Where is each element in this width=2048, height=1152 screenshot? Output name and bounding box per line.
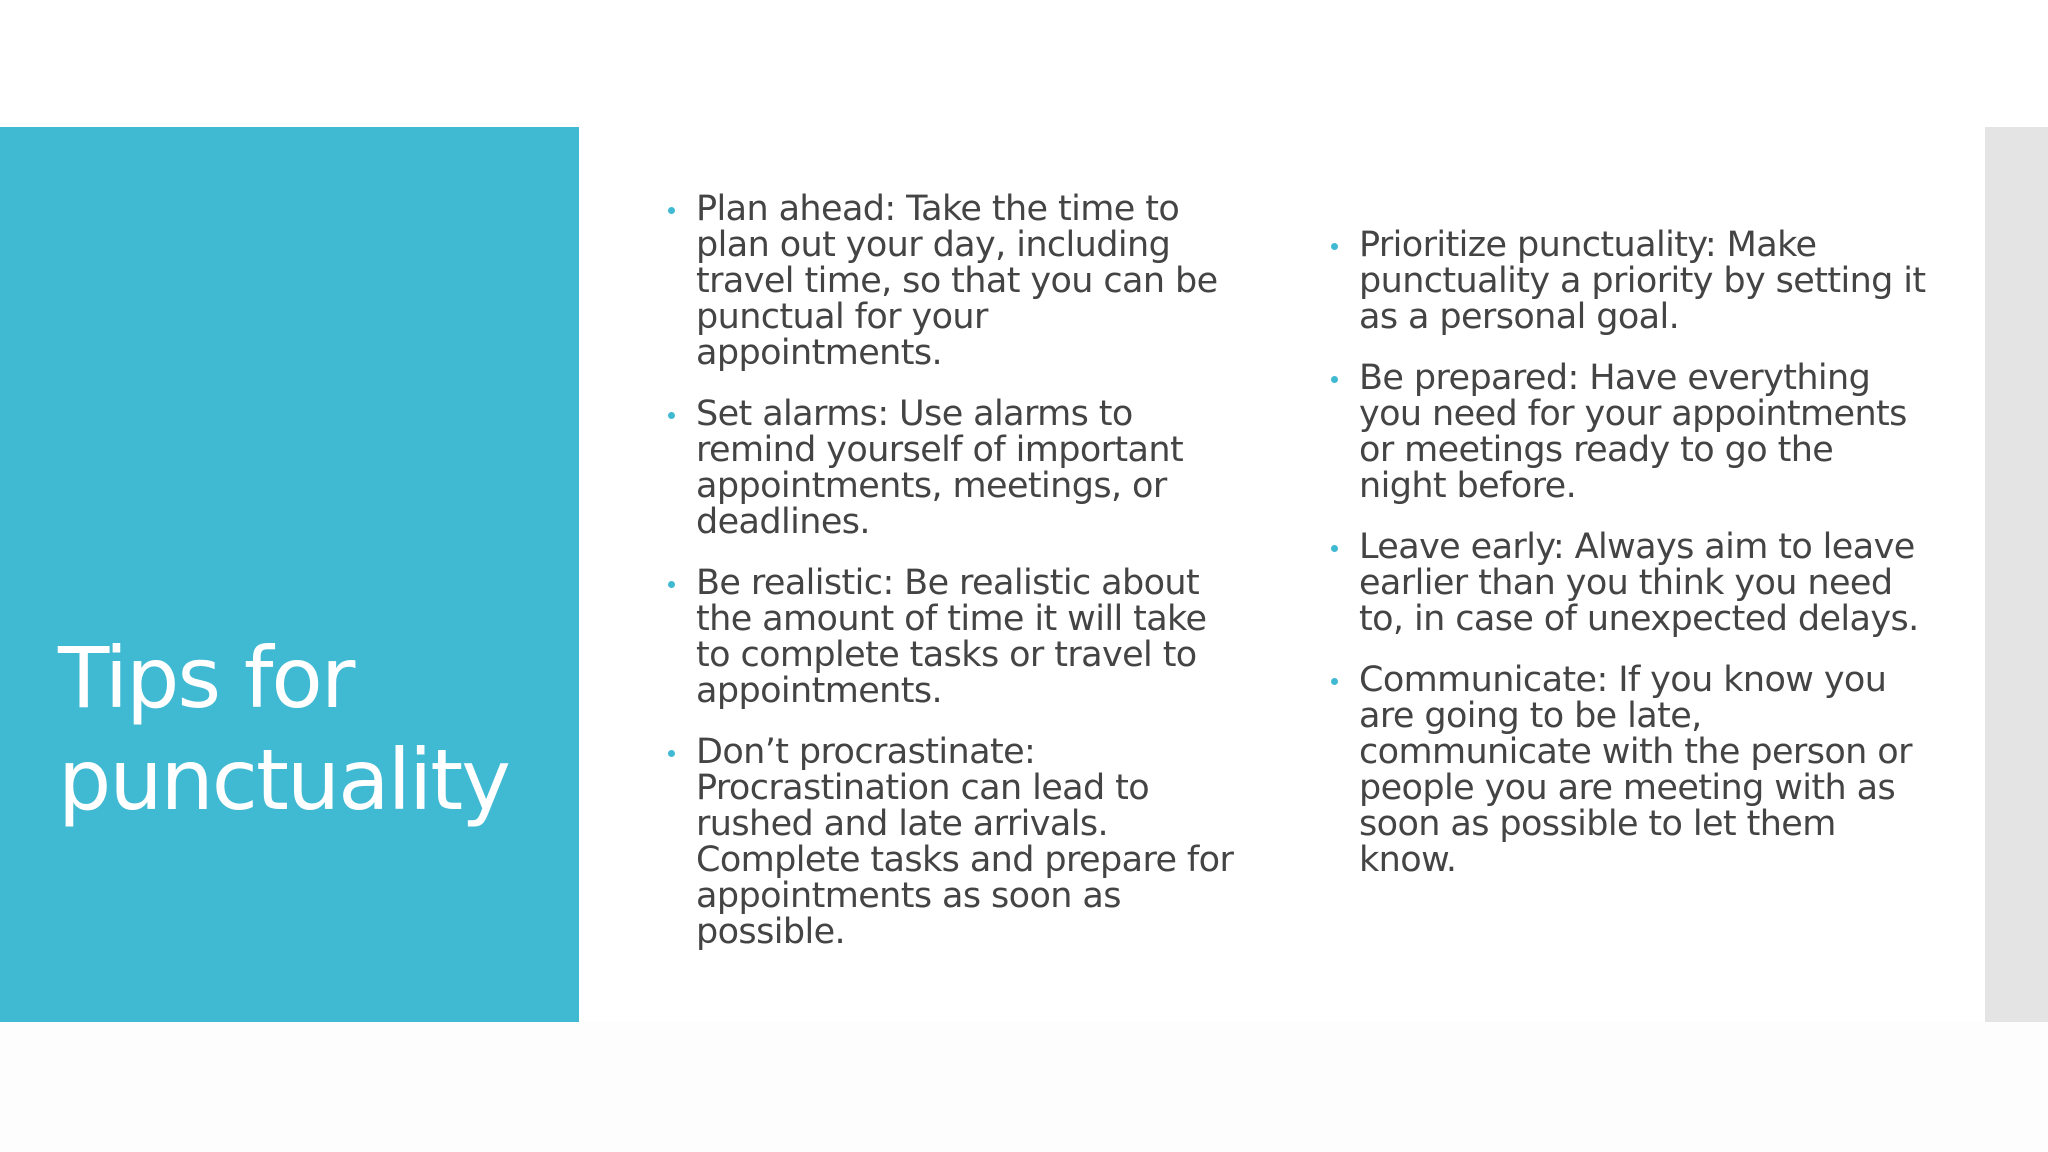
slide-footer-area — [0, 1022, 2048, 1152]
bullet-icon — [668, 412, 675, 419]
bullet-list-right — [1329, 227, 1929, 903]
bullet-list-left — [666, 191, 1236, 975]
slide-title: Tips for punctuality — [58, 629, 509, 829]
bullet-icon — [1331, 243, 1338, 250]
bullet-text: Be realistic: Be realistic about the amount of time it will take to complete tasks or travel to appointments. — [696, 563, 1207, 711]
bullet-text: Communicate: If you know you are going to be late, communicate with the person or people you are meeting with as soon as possible to let them know. — [1359, 660, 1912, 880]
title-panel — [0, 127, 579, 1022]
bullet-icon — [1331, 545, 1338, 552]
bullet-item — [1329, 662, 1929, 878]
bullet-icon — [1331, 678, 1338, 685]
bullet-item — [666, 396, 1236, 540]
bullet-item — [1329, 227, 1929, 335]
bullet-icon — [668, 750, 675, 757]
bullet-icon — [668, 207, 675, 214]
bullet-text: Leave early: Always aim to leave earlier than you think you need to, in case of unexpected delays. — [1359, 527, 1919, 639]
side-strip — [1985, 127, 2048, 1022]
bullet-text: Prioritize punctuality: Make punctuality a priority by setting it as a personal goal. — [1359, 225, 1926, 337]
bullet-text: Be prepared: Have everything you need for your appointments or meetings ready to go the night before. — [1359, 358, 1907, 506]
bullet-text: Don’t procrastinate: Procrastination can lead to rushed and late arrivals. Complete tasks and prepare for appointments as soon as possible. — [696, 732, 1234, 952]
bullet-item — [666, 191, 1236, 371]
bullet-icon — [1331, 376, 1338, 383]
bullet-text: Set alarms: Use alarms to remind yourself of important appointments, meetings, or deadlines. — [696, 394, 1184, 542]
bullet-item — [1329, 360, 1929, 504]
bullet-item — [1329, 529, 1929, 637]
bullet-text: Plan ahead: Take the time to plan out your day, including travel time, so that you can be punctual for your appointments. — [696, 189, 1218, 373]
bullet-item — [666, 734, 1236, 950]
bullet-item — [666, 565, 1236, 709]
bullet-icon — [668, 581, 675, 588]
